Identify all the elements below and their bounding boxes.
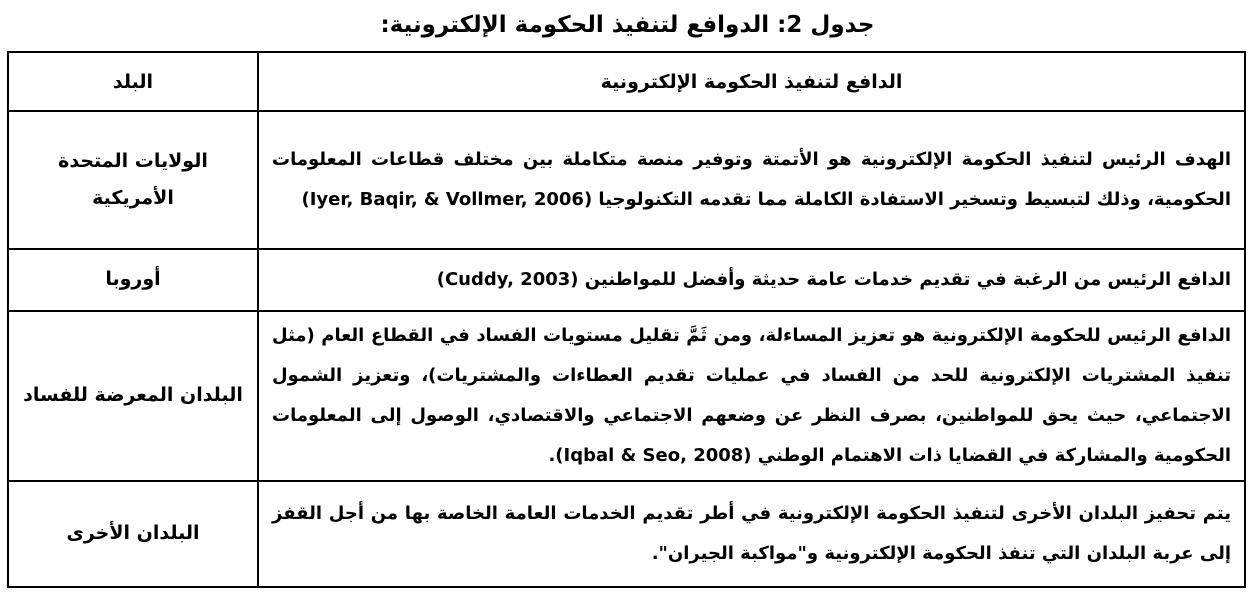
table-row [8,481,1245,587]
table-header-row [8,52,1245,111]
country-cell: البلدان الأخرى [8,481,258,587]
table-row [8,311,1245,481]
motives-table [7,51,1246,588]
motive-cell: يتم تحفيز البلدان الأخرى لتنفيذ الحكومة الإلكترونية في أطر تقديم الخدمات العامة الخاصة بها من أجل القفز إلى عربة البلدان التي تنفذ الحكومة الإلكترونية و"مواكبة الجيران". [258,481,1245,587]
country-cell: أوروبا [8,249,258,311]
header-cell-motive: الدافع لتنفيذ الحكومة الإلكترونية [258,52,1245,111]
page-title: جدول 2: الدوافع لتنفيذ الحكومة الإلكترونية: [380,12,875,38]
table-row [8,249,1245,311]
header-cell-country: البلد [8,52,258,111]
country-cell: الولايات المتحدة الأمريكية [8,111,258,249]
table-row [8,111,1245,249]
motive-cell: الهدف الرئيس لتنفيذ الحكومة الإلكترونية هو الأتمتة وتوفير منصة متكاملة بين مختلف قطاعات المعلومات الحكومية، وذلك لتبسيط وتسخير الاستفادة الكاملة مما تقدمه التكنولوجيا (Iyer, Baqir, & Vollmer, 2006) [258,111,1245,249]
country-cell: البلدان المعرضة للفساد [8,311,258,481]
motive-cell: الدافع الرئيس من الرغبة في تقديم خدمات عامة حديثة وأفضل للمواطنين (Cuddy, 2003) [258,249,1245,311]
motive-cell: الدافع الرئيس للحكومة الإلكترونية هو تعزيز المساءلة، ومن ثَمَّ تقليل مستويات الفساد في القطاع العام (مثل تنفيذ المشتريات الإلكترونية للحد من الفساد في عمليات تقديم العطاءات والمشتريات)، وتعزيز الشمول الاجتماعي، حيث يحق للمواطنين، بصرف النظر عن وضعهم الاجتماعي والاقتصادي، الوصول إلى المعلومات الحكومية والمشاركة في القضايا ذات الاهتمام الوطني (Iqbal & Seo, 2008). [258,311,1245,481]
